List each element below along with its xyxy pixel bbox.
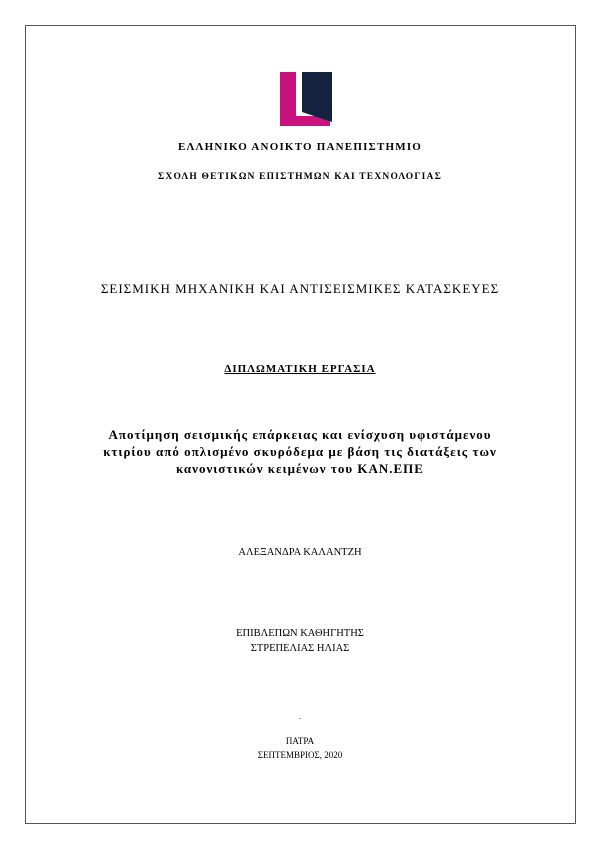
university-name: ΕΛΛΗΝΙΚΟ ΑΝΟΙΚΤΟ ΠΑΝΕΠΙΣΤΗΜΙΟ (177, 141, 423, 153)
university-book-logo-icon (280, 72, 332, 126)
thesis-title (60, 426, 540, 477)
supervisor-name: ΣΤΡΕΠΕΛΙΑΣ ΗΛΙΑΣ (250, 643, 350, 654)
thesis-title-line: κανονιστικών κειμένων του ΚΑΝ.ΕΠΕ (176, 461, 424, 476)
thesis-type-label: ΔΙΠΛΩΜΑΤΙΚΗ ΕΡΓΑΣΙΑ (224, 363, 376, 375)
dot-mark: . (299, 712, 301, 721)
supervisor-label: ΕΠΙΒΛΕΠΩΝ ΚΑΘΗΓΗΤΗΣ (236, 628, 364, 639)
author-name: ΑΛΕΞΑΝΔΡΑ ΚΑΛΑΝΤΖΗ (238, 547, 362, 558)
logo-page-shape (296, 76, 302, 116)
date: ΣΕΠΤΕΜΒΡΙΟΣ, 2020 (257, 750, 343, 760)
thesis-title-line: κτιρίου από οπλισμένο σκυρόδεμα με βάση τις διατάξεις των (103, 444, 497, 459)
program-name: ΣΕΙΣΜΙΚΗ ΜΗΧΑΝΙΚΗ ΚΑΙ ΑΝΤΙΣΕΙΣΜΙΚΕΣ ΚΑΤΑΣΚΕΥΕΣ (100, 281, 500, 296)
city: ΠΑΤΡΑ (285, 736, 315, 746)
logo-navy-shape (302, 72, 332, 122)
school-name: ΣΧΟΛΗ ΘΕΤΙΚΩΝ ΕΠΙΣΤΗΜΩΝ ΚΑΙ ΤΕΧΝΟΛΟΓΙΑΣ (158, 172, 442, 182)
thesis-title-line: Αποτίμηση σεισμικής επάρκειας και ενίσχυση υφιστάμενου (108, 427, 492, 442)
